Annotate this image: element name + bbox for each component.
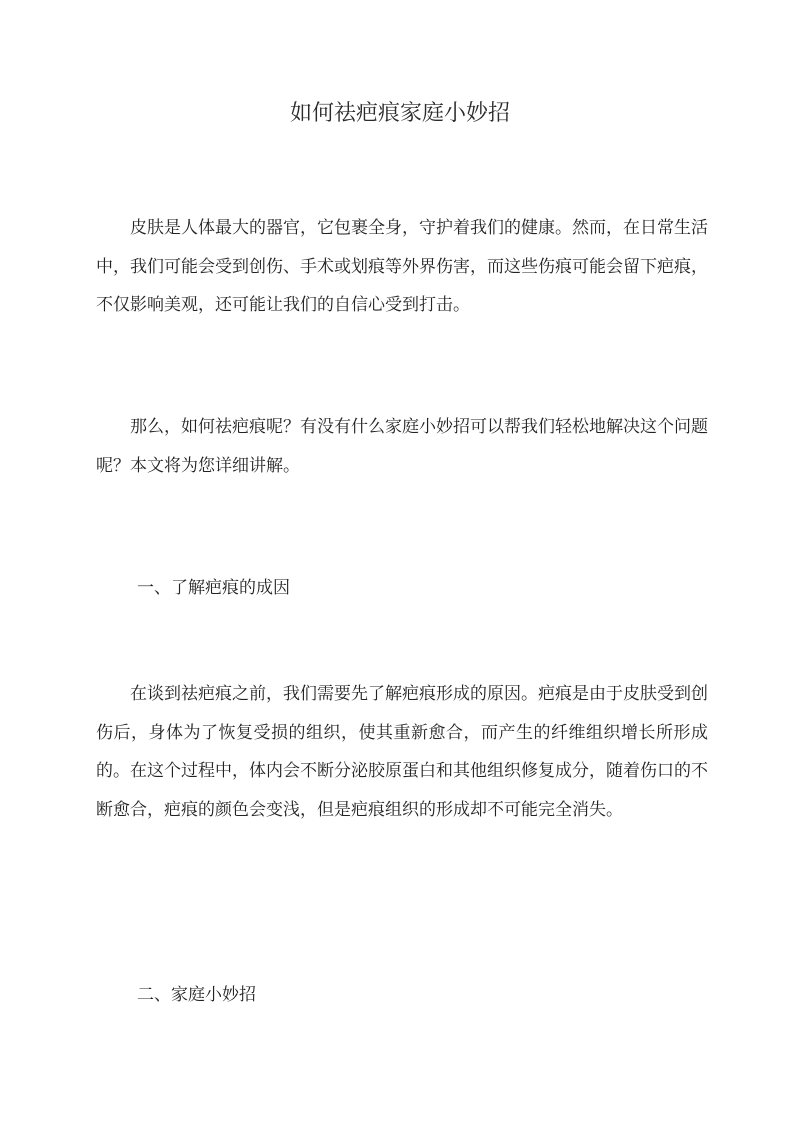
- section-heading-home-remedies: 二、家庭小妙招: [137, 985, 256, 1005]
- document-title: 如何祛疤痕家庭小妙招: [289, 101, 510, 126]
- intro-paragraph: 皮肤是人体最大的器官，它包裹全身，守护着我们的健康。然而，在日常生活中，我们可能会受到创伤、手术或划痕等外界伤害，而这些伤痕可能会留下疤痕，不仅影响美观，还可能让我们的自信心受到打击。: [96, 218, 708, 315]
- causes-paragraph: 在谈到祛疤痕之前，我们需要先了解疤痕形成的原因。疤痕是由于皮肤受到创伤后，身体为了恢复受损的组织，使其重新愈合，而产生的纤维组织增长所形成的。在这个过程中，体内会不断分泌胶原蛋白和其他组织修复成分，随着伤口的不断愈合，疤痕的颜色会变浅，但是疤痕组织的形成却不可能完全消失。: [96, 684, 708, 820]
- question-paragraph: 那么，如何祛疤痕呢？有没有什么家庭小妙招可以帮我们轻松地解决这个问题呢？本文将为您详细讲解。: [96, 417, 708, 476]
- section-heading-causes: 一、了解疤痕的成因: [137, 578, 290, 598]
